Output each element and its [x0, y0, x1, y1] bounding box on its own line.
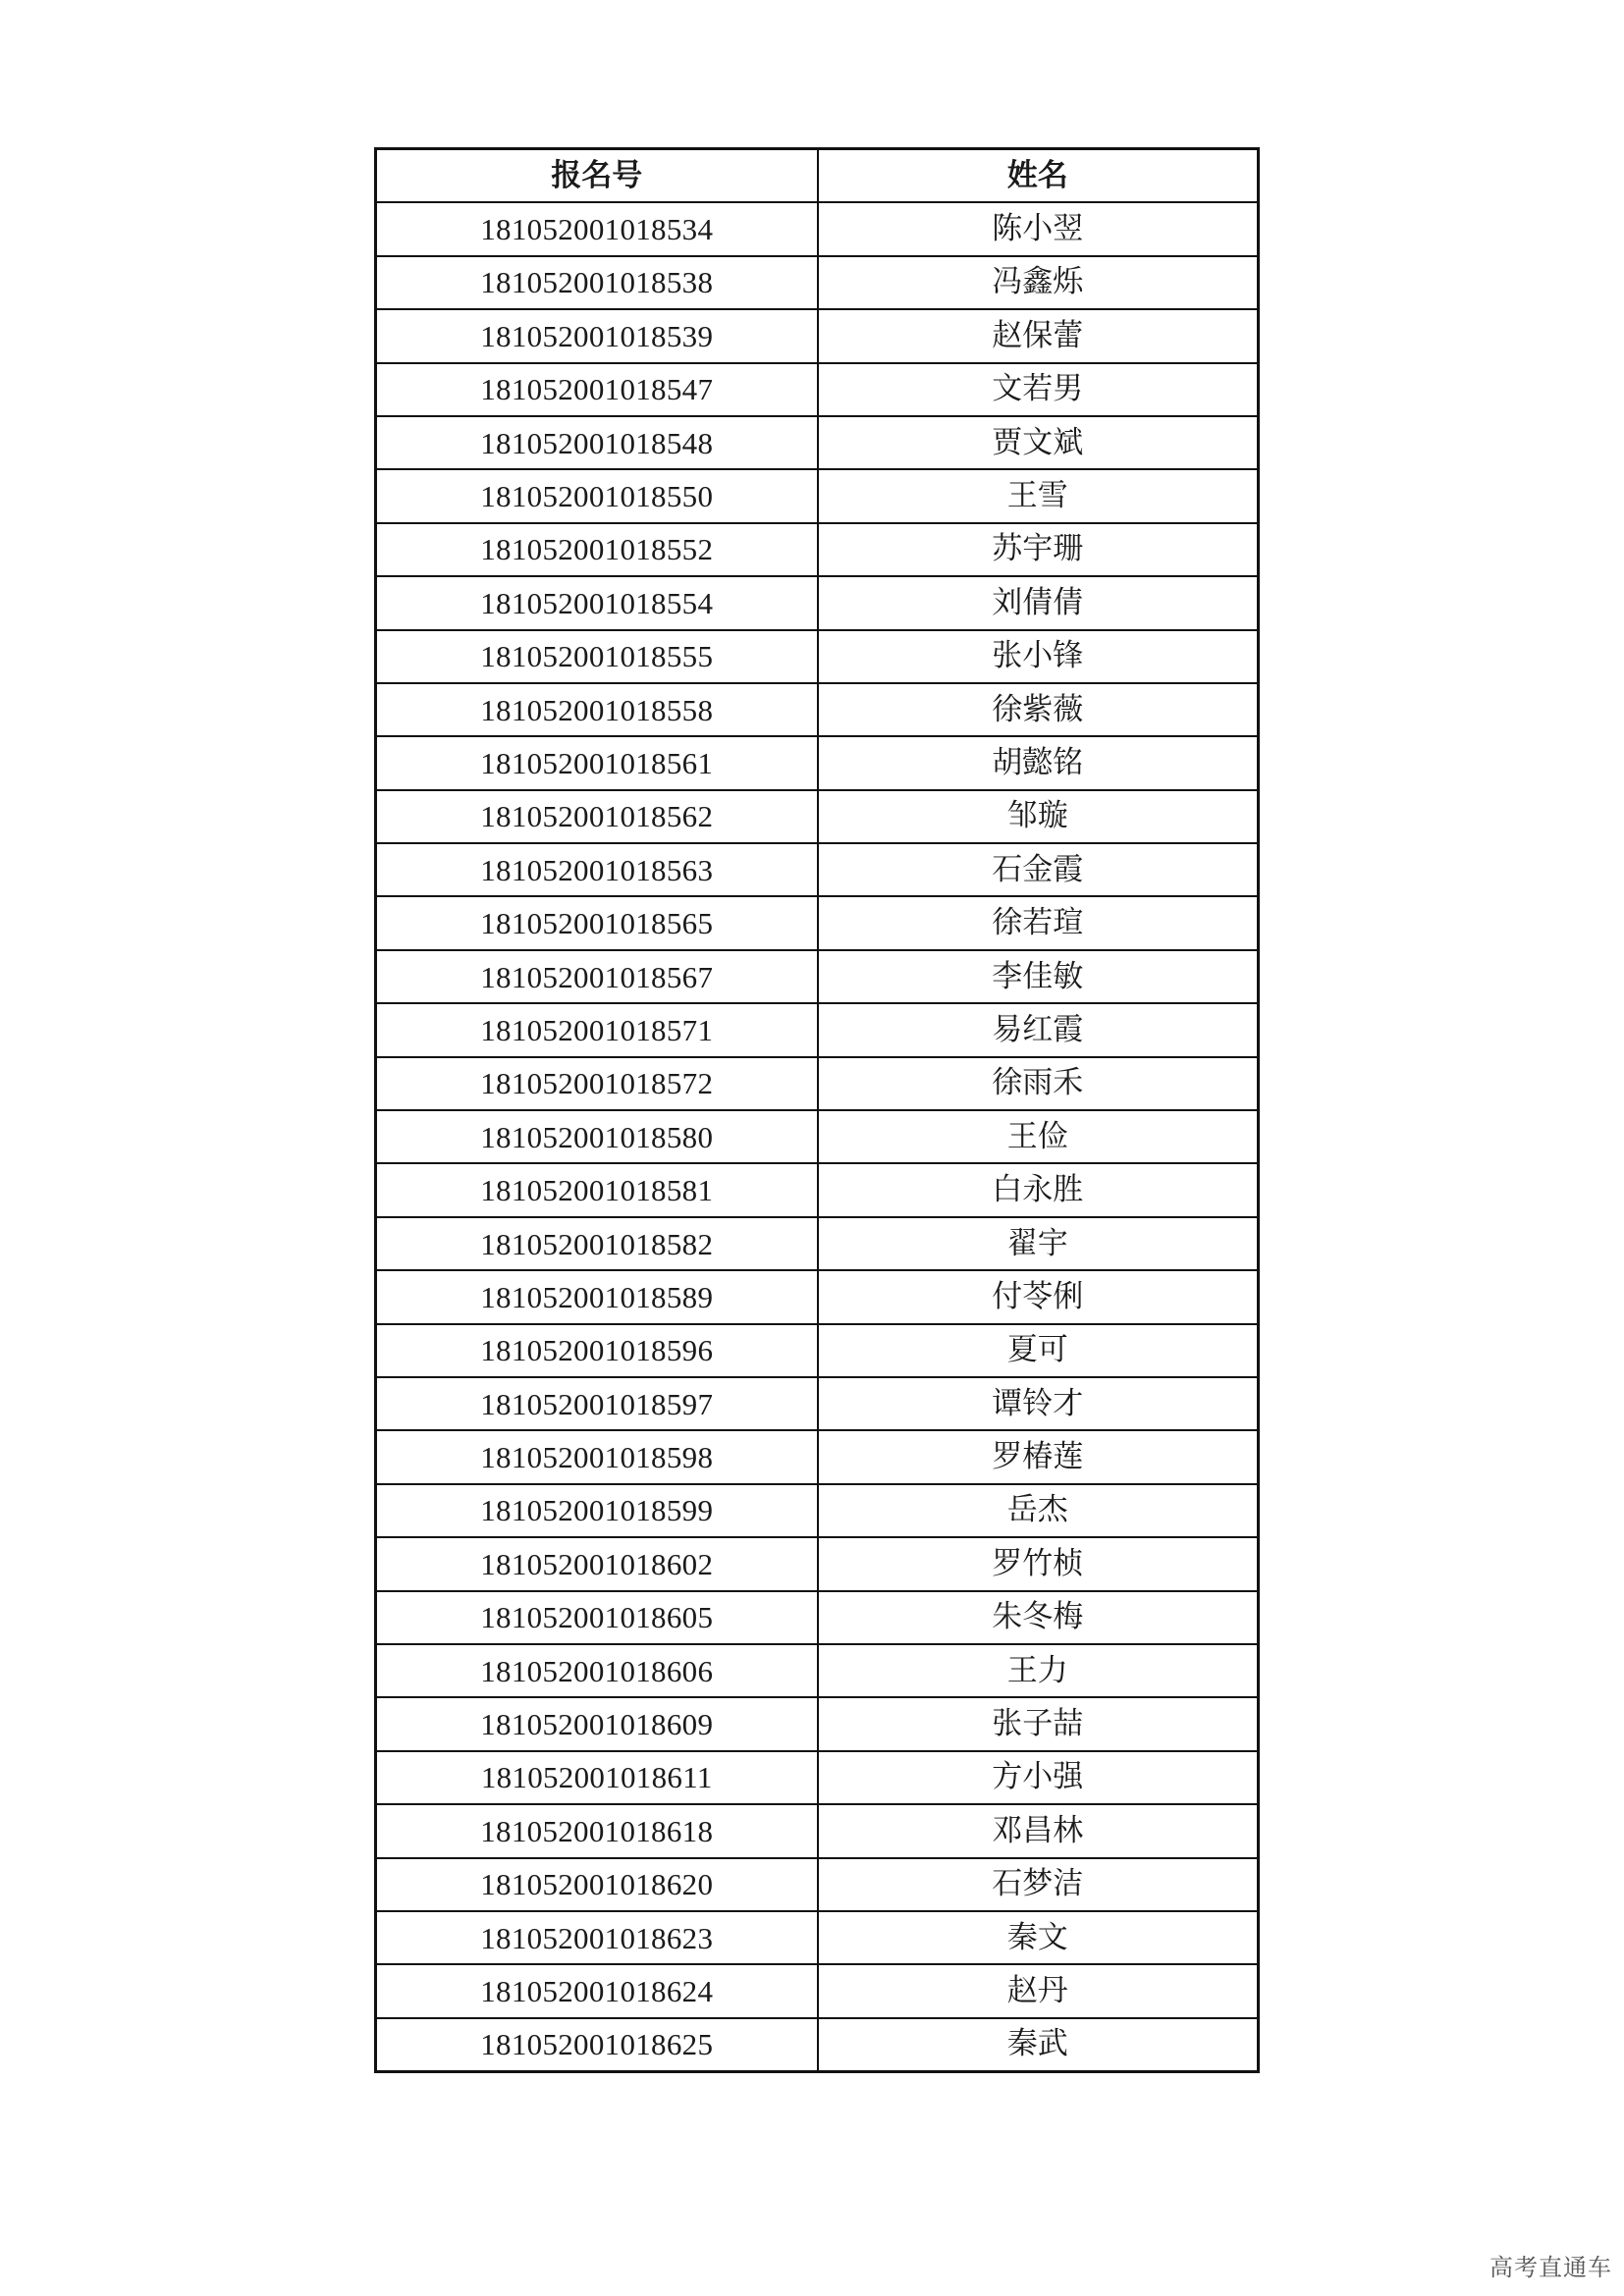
name-cell: 翟宇: [818, 1217, 1259, 1270]
registration-number-cell: 181052001018554: [376, 576, 818, 629]
table-row: [376, 896, 1259, 949]
registration-number-cell: 181052001018552: [376, 523, 818, 576]
name-cell: 秦文: [818, 1911, 1259, 1964]
table-row: [376, 469, 1259, 522]
header-registration-number: 报名号: [376, 149, 818, 203]
table-row: [376, 1430, 1259, 1483]
name-cell: 邹璇: [818, 790, 1259, 843]
name-cell: 方小强: [818, 1751, 1259, 1804]
registration-number-cell: 181052001018611: [376, 1751, 818, 1804]
name-cell: 张子喆: [818, 1697, 1259, 1750]
name-cell: 王力: [818, 1644, 1259, 1697]
name-cell: 徐紫薇: [818, 683, 1259, 736]
name-cell: 邓昌林: [818, 1804, 1259, 1857]
registration-number-cell: 181052001018563: [376, 843, 818, 896]
registration-number-cell: 181052001018555: [376, 630, 818, 683]
registration-number-cell: 181052001018571: [376, 1003, 818, 1056]
name-cell: 秦武: [818, 2018, 1259, 2072]
registration-number-cell: 181052001018609: [376, 1697, 818, 1750]
name-cell: 石金霞: [818, 843, 1259, 896]
table-row: [376, 1110, 1259, 1163]
name-cell: 朱冬梅: [818, 1591, 1259, 1644]
table-row: [376, 363, 1259, 416]
registration-number-cell: 181052001018558: [376, 683, 818, 736]
name-cell: 冯鑫烁: [818, 256, 1259, 309]
registration-number-cell: 181052001018550: [376, 469, 818, 522]
name-cell: 罗竹桢: [818, 1537, 1259, 1590]
header-name: 姓名: [818, 149, 1259, 203]
registration-number-cell: 181052001018580: [376, 1110, 818, 1163]
name-cell: 苏宇珊: [818, 523, 1259, 576]
name-cell: 陈小翌: [818, 202, 1259, 255]
name-cell: 谭铃才: [818, 1377, 1259, 1430]
name-cell: 夏可: [818, 1324, 1259, 1377]
table-row: [376, 1858, 1259, 1911]
table-row: [376, 1644, 1259, 1697]
watermark: 高考直通车: [1489, 2254, 1612, 2281]
registration-number-cell: 181052001018596: [376, 1324, 818, 1377]
table-row: [376, 2018, 1259, 2072]
name-cell: 刘倩倩: [818, 576, 1259, 629]
name-cell: 付苓俐: [818, 1270, 1259, 1323]
table-row: [376, 256, 1259, 309]
table-body: [376, 202, 1259, 2071]
registration-number-cell: 181052001018606: [376, 1644, 818, 1697]
registration-number-cell: 181052001018539: [376, 309, 818, 362]
table-row: [376, 576, 1259, 629]
registration-number-cell: 181052001018598: [376, 1430, 818, 1483]
name-cell: 白永胜: [818, 1163, 1259, 1216]
table-row: [376, 202, 1259, 255]
table-row: [376, 1163, 1259, 1216]
table-row: [376, 630, 1259, 683]
registration-number-cell: 181052001018605: [376, 1591, 818, 1644]
table-row: [376, 950, 1259, 1003]
registration-number-cell: 181052001018567: [376, 950, 818, 1003]
table-row: [376, 1804, 1259, 1857]
name-cell: 赵丹: [818, 1964, 1259, 2017]
table-row: [376, 736, 1259, 789]
registration-number-cell: 181052001018602: [376, 1537, 818, 1590]
registration-number-cell: 181052001018547: [376, 363, 818, 416]
name-cell: 易红霞: [818, 1003, 1259, 1056]
registration-number-cell: 181052001018538: [376, 256, 818, 309]
roster-table: [374, 147, 1260, 2073]
table-row: [376, 1270, 1259, 1323]
table-row: [376, 1057, 1259, 1110]
table-row: [376, 416, 1259, 469]
registration-number-cell: 181052001018582: [376, 1217, 818, 1270]
table-row: [376, 523, 1259, 576]
table-header-row: [376, 149, 1259, 203]
name-cell: 胡懿铭: [818, 736, 1259, 789]
name-cell: 罗椿莲: [818, 1430, 1259, 1483]
registration-number-cell: 181052001018620: [376, 1858, 818, 1911]
name-cell: 石梦洁: [818, 1858, 1259, 1911]
name-cell: 贾文斌: [818, 416, 1259, 469]
table-row: [376, 1697, 1259, 1750]
table-row: [376, 1003, 1259, 1056]
table-row: [376, 683, 1259, 736]
name-cell: 岳杰: [818, 1484, 1259, 1537]
registration-number-cell: 181052001018581: [376, 1163, 818, 1216]
registration-number-cell: 181052001018624: [376, 1964, 818, 2017]
table-row: [376, 1591, 1259, 1644]
table-row: [376, 790, 1259, 843]
table-row: [376, 1377, 1259, 1430]
table-row: [376, 309, 1259, 362]
table-row: [376, 1324, 1259, 1377]
registration-number-cell: 181052001018597: [376, 1377, 818, 1430]
table-row: [376, 1964, 1259, 2017]
name-cell: 徐雨禾: [818, 1057, 1259, 1110]
name-cell: 文若男: [818, 363, 1259, 416]
registration-number-cell: 181052001018618: [376, 1804, 818, 1857]
registration-number-cell: 181052001018534: [376, 202, 818, 255]
table-row: [376, 1751, 1259, 1804]
name-cell: 王雪: [818, 469, 1259, 522]
registration-number-cell: 181052001018599: [376, 1484, 818, 1537]
table-row: [376, 1484, 1259, 1537]
name-cell: 王俭: [818, 1110, 1259, 1163]
table-row: [376, 1537, 1259, 1590]
registration-number-cell: 181052001018561: [376, 736, 818, 789]
table-row: [376, 1217, 1259, 1270]
registration-number-cell: 181052001018548: [376, 416, 818, 469]
name-cell: 张小锋: [818, 630, 1259, 683]
registration-number-cell: 181052001018572: [376, 1057, 818, 1110]
table-row: [376, 1911, 1259, 1964]
registration-number-cell: 181052001018562: [376, 790, 818, 843]
table-row: [376, 843, 1259, 896]
name-cell: 李佳敏: [818, 950, 1259, 1003]
registration-number-cell: 181052001018623: [376, 1911, 818, 1964]
registration-number-cell: 181052001018589: [376, 1270, 818, 1323]
name-cell: 赵保蕾: [818, 309, 1259, 362]
registration-number-cell: 181052001018565: [376, 896, 818, 949]
name-cell: 徐若瑄: [818, 896, 1259, 949]
registration-number-cell: 181052001018625: [376, 2018, 818, 2072]
